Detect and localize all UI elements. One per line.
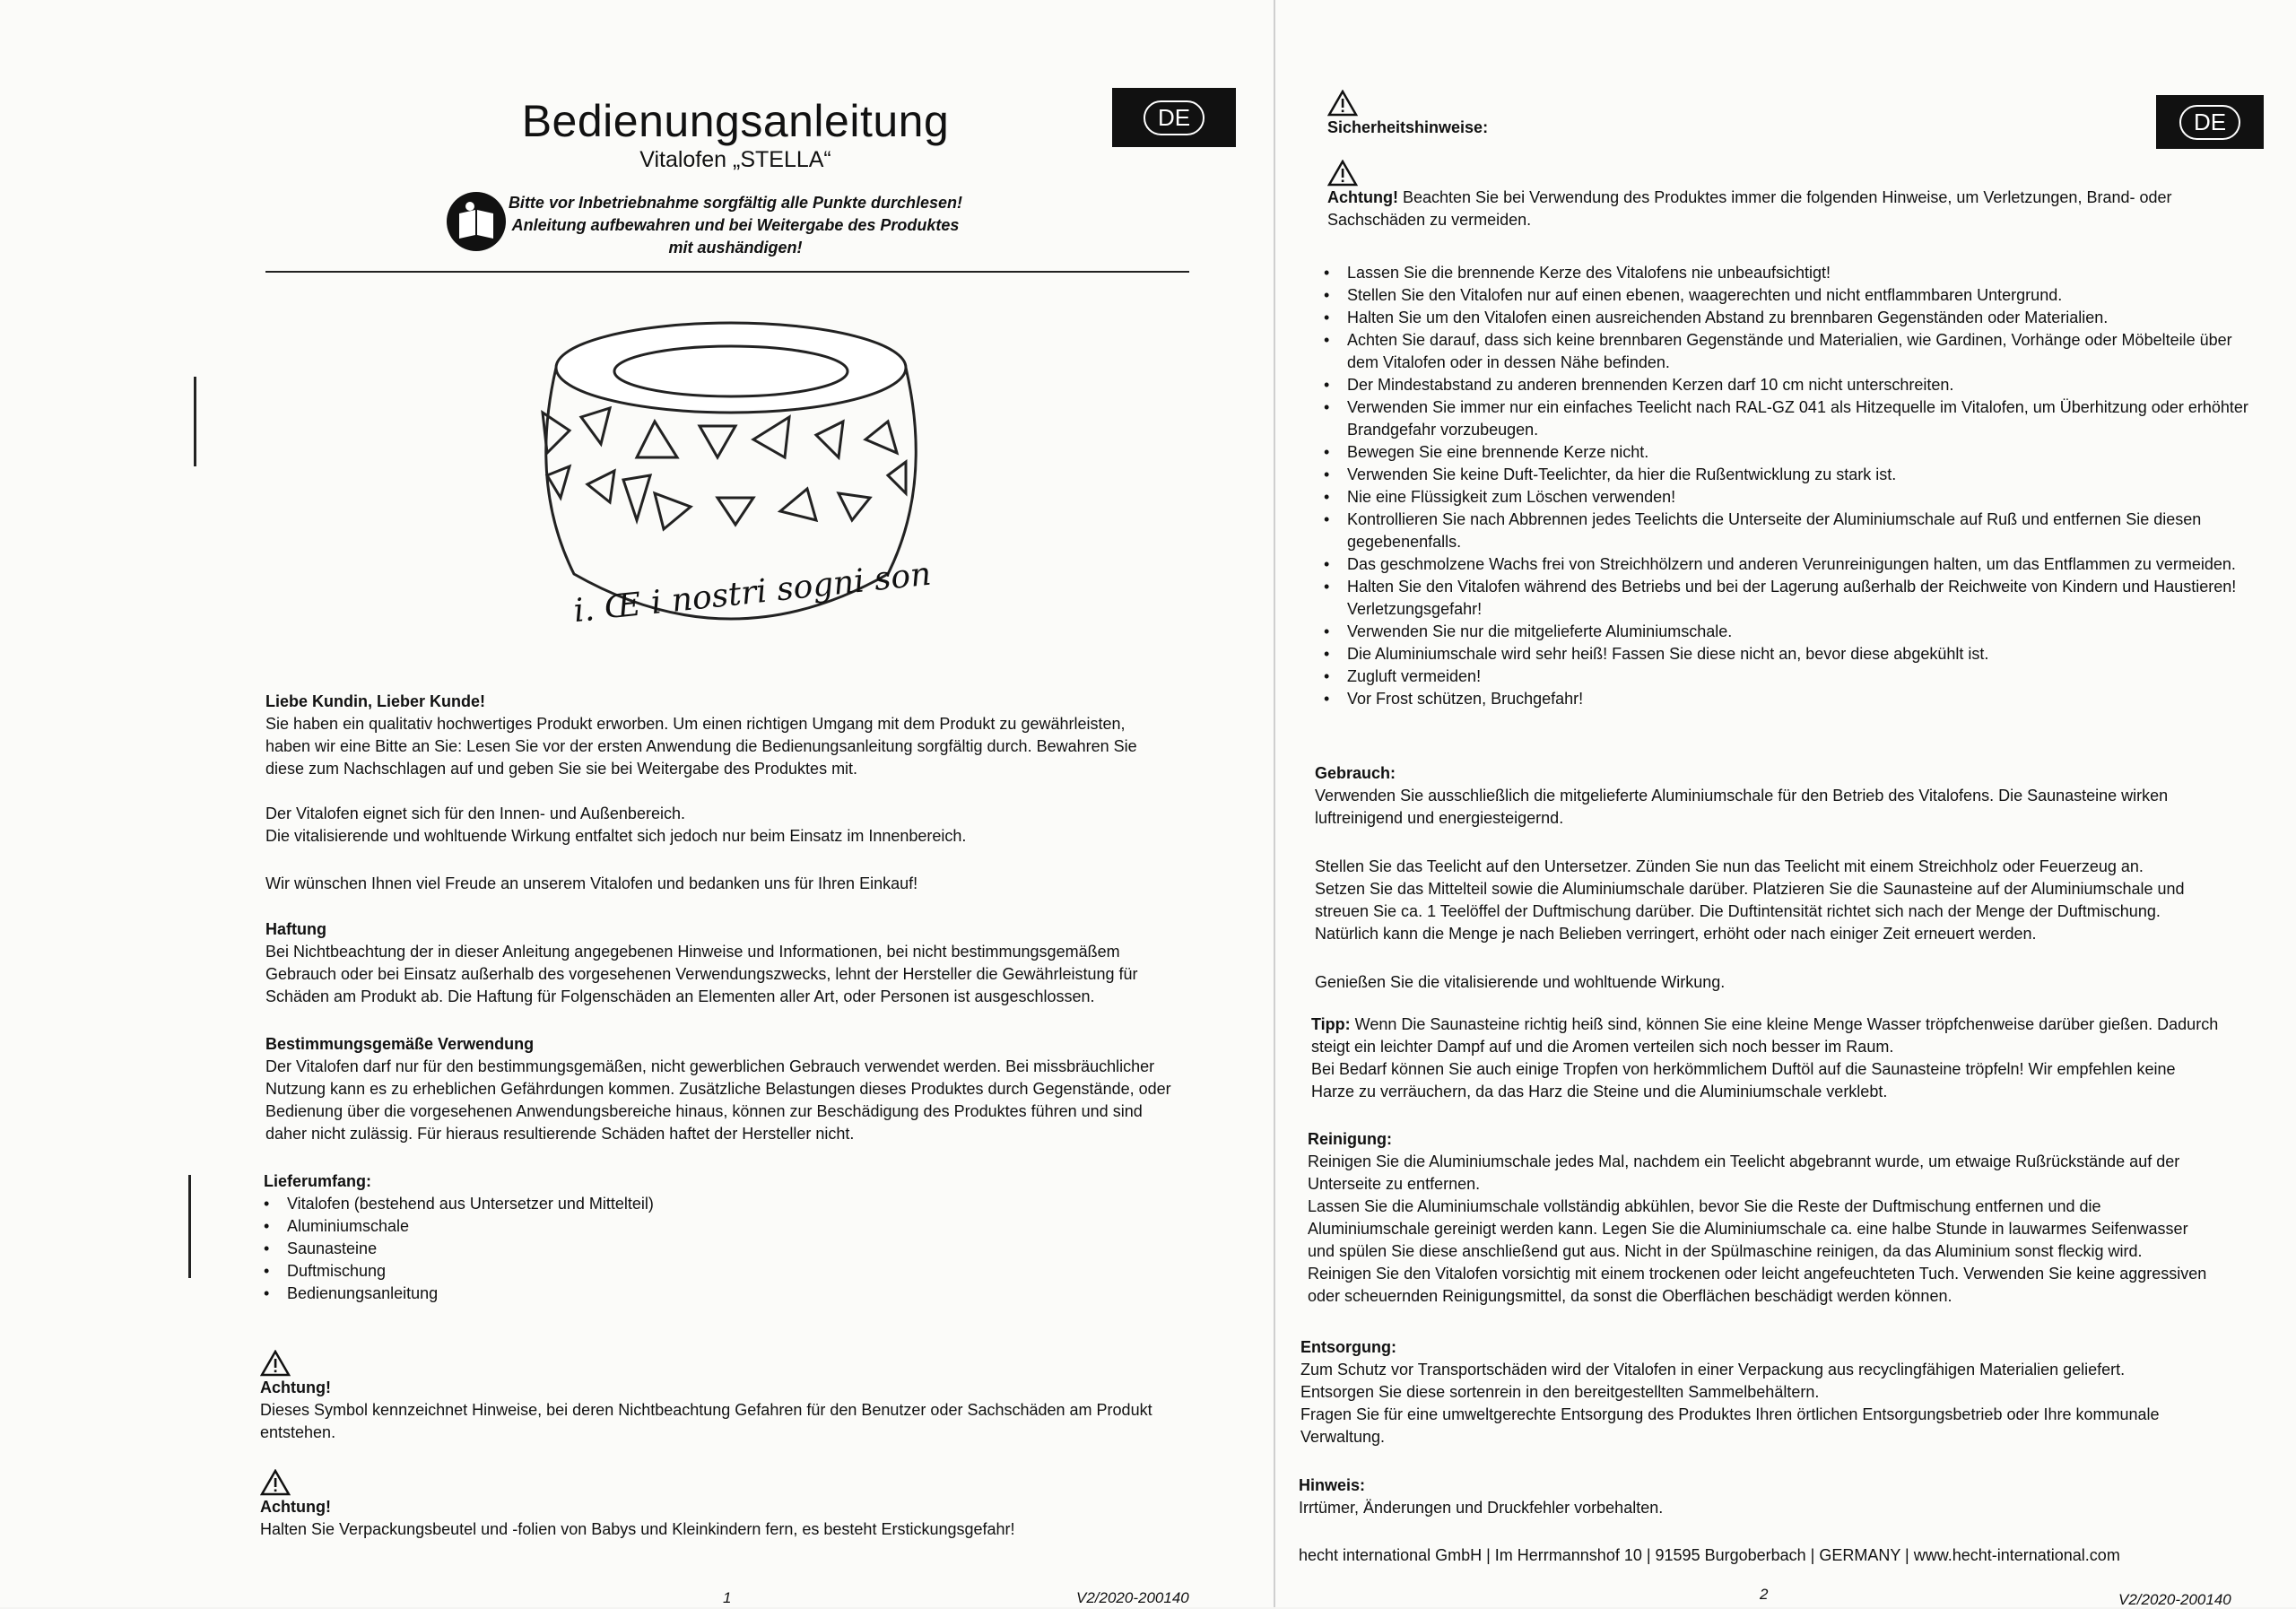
- hint-text: Irrtümer, Änderungen und Druckfehler vorbehalten.: [1299, 1499, 1664, 1517]
- thanks-text: Wir wünschen Ihnen viel Freude an unserem Vitalofen und bedanken uns für Ihren Einkauf!: [265, 874, 918, 892]
- list-item: • Zugluft vermeiden!: [1324, 665, 2257, 688]
- note-line: mit aushändigen!: [668, 239, 803, 257]
- version-code: V2/2020-200140: [2118, 1591, 2231, 1608]
- list-item: • Die Aluminiumschale wird sehr heiß! Fassen Sie diese nicht an, bevor diese abgekühlt ist.: [1324, 643, 2257, 665]
- disposal-line: Verwaltung.: [1300, 1428, 1386, 1446]
- safety-heading-block: [1327, 90, 1488, 139]
- liability-section: [265, 918, 1216, 1008]
- intended-use-heading: Bestimmungsgemäße Verwendung: [265, 1035, 535, 1053]
- company-address: hecht international GmbH | Im Herrmannshof 10 | 91595 Burgoberbach | GERMANY | www.hecht-international.com: [1299, 1546, 2120, 1564]
- use-line: luftreinigend und energiesteigernd.: [1315, 809, 1564, 827]
- title-block: [0, 95, 1471, 173]
- greeting-section: [265, 691, 1216, 780]
- scan-mark: [188, 1175, 191, 1278]
- list-item: • Bedienungsanleitung: [264, 1283, 1214, 1305]
- setup-section: [1315, 856, 2266, 945]
- disposal-line: Fragen Sie für eine umweltgerechte Entsorgung des Produktes Ihren örtlichen Entsorgungsbetrieb oder Ihre kommunale: [1300, 1405, 2160, 1423]
- list-item: • Aluminiumschale: [264, 1215, 1214, 1238]
- setup-line: streuen Sie ca. 1 Teelöffel der Duftmischung darüber. Die Duftintensität richtet sich nach der Menge der Duftmischung.: [1315, 902, 2161, 920]
- scope-list: [264, 1193, 1214, 1305]
- disposal-line: Entsorgen Sie diese sortenrein in den bereitgestellten Sammelbehältern.: [1300, 1383, 1820, 1401]
- tip-section: [1311, 1013, 2271, 1103]
- cleaning-line: Lassen Sie die Aluminiumschale vollständig abkühlen, bevor Sie die Reste der Duftmischung entfernen und die: [1308, 1197, 2101, 1215]
- note-line: Anleitung aufbewahren und bei Weitergabe des Produktes: [511, 216, 960, 234]
- scan-mark: [194, 377, 196, 466]
- liability-line: Bei Nichtbeachtung der in dieser Anleitung angegebenen Hinweise und Informationen, bei nicht bestimmungsgemäßem: [265, 943, 1120, 961]
- warning-line: entstehen.: [260, 1423, 336, 1441]
- list-item: • Vor Frost schützen, Bruchgefahr!: [1324, 688, 2257, 710]
- hint-heading: Hinweis:: [1299, 1476, 1366, 1494]
- list-item: • Saunasteine: [264, 1238, 1214, 1260]
- cleaning-line: Unterseite zu entfernen.: [1308, 1175, 1481, 1193]
- page-subtitle: Vitalofen „STELLA“: [639, 147, 831, 172]
- product-inscription: i. Œ i nostri sogni son: [571, 555, 934, 631]
- usage-section: [265, 803, 1216, 848]
- list-item: • Bewegen Sie eine brennende Kerze nicht.: [1324, 441, 2257, 464]
- read-manual-icon: [445, 190, 508, 253]
- list-item: • Der Mindestabstand zu anderen brennenden Kerzen darf 10 cm nicht unterschreiten.: [1324, 374, 2257, 396]
- setup-line: Stellen Sie das Teelicht auf den Untersetzer. Zünden Sie nun das Teelicht mit einem Streichholz oder Feuerzeug an.: [1315, 857, 2144, 875]
- cleaning-heading: Reinigung:: [1308, 1130, 1392, 1148]
- cleaning-line: Reinigen Sie den Vitalofen vorsichtig mit einem trockenen oder leicht angefeuchteten Tuch. Verwenden Sie keine aggressiven: [1308, 1265, 2207, 1283]
- list-item: • Achten Sie darauf, dass sich keine brennbaren Gegenstände und Materialien, wie Gardinen, Vorhänge oder Möbelteile über dem Vitalofen oder in dessen Nähe befinden.: [1324, 329, 2257, 374]
- tip-text: Wenn Die Saunasteine richtig heiß sind, können Sie eine kleine Menge Wasser tröpfchenweise darüber gießen. Dadurch: [1350, 1015, 2219, 1033]
- cleaning-line: Aluminiumschale gereinigt werden kann. Legen Sie die Aluminiumschale ca. eine halbe Stunde in lauwarmes Seifenwasser: [1308, 1220, 2188, 1238]
- hint-section: [1299, 1474, 2267, 1519]
- warning-triangle-icon: [260, 1469, 291, 1496]
- disposal-section: [1300, 1336, 2269, 1448]
- intended-use-section: [265, 1033, 1216, 1145]
- intended-use-line: Nutzung kann es zu erheblichen Gefährdungen kommen. Zusätzliche Belastungen dieses Produktes durch Gegenstände, oder: [265, 1080, 1171, 1098]
- list-item: • Lassen Sie die brennende Kerze des Vitalofens nie unbeaufsichtigt!: [1324, 262, 2257, 284]
- vitalofen-product-illustration: [520, 305, 942, 664]
- list-item: • Verwenden Sie keine Duft-Teelichter, da hier die Rußentwicklung zu stark ist.: [1324, 464, 2257, 486]
- warning-heading: Achtung!: [260, 1498, 331, 1516]
- liability-line: Schäden am Produkt ab. Die Haftung für Folgenschäden an Elementen aller Art, oder Personen ist ausgeschlossen.: [265, 987, 1095, 1005]
- warning-line: Dieses Symbol kennzeichnet Hinweise, bei deren Nichtbeachtung Gefahren für den Benutzer oder Sachschäden am Produkt: [260, 1401, 1152, 1419]
- list-item: • Stellen Sie den Vitalofen nur auf einen ebenen, waagerechten und nicht entflammbaren Untergrund.: [1324, 284, 2257, 307]
- suffocation-warning-section: [260, 1469, 1247, 1541]
- warning-triangle-icon: [260, 1350, 291, 1377]
- list-item: • Nie eine Flüssigkeit zum Löschen verwenden!: [1324, 486, 2257, 509]
- read-before-use-note: [502, 192, 969, 259]
- warning-heading: Achtung!: [260, 1379, 331, 1396]
- tip-line: Bei Bedarf können Sie auch einige Tropfen von herkömmlichem Duftöl auf die Saunasteine tröpfeln! Wir empfehlen keine: [1311, 1060, 2176, 1078]
- page-title: Bedienungsanleitung: [521, 96, 950, 146]
- setup-line: Setzen Sie das Mittelteil sowie die Aluminiumschale darüber. Platzieren Sie die Saunasteine auf der Aluminiumschale und: [1315, 880, 2185, 898]
- intended-use-line: Der Vitalofen darf nur für den bestimmungsgemäßen, nicht gewerblichen Gebrauch verwendet werden. Bei missbräuchlicher: [265, 1057, 1155, 1075]
- safety-list: [1324, 262, 2257, 710]
- intended-use-line: Bedienung über die vorgesehenen Anwendungsbereiche hinaus, können zur Beschädigung des Produktes führen und sind: [265, 1102, 1143, 1120]
- list-item: • Halten Sie um den Vitalofen einen ausreichenden Abstand zu brennbaren Gegenständen oder Materialien.: [1324, 307, 2257, 329]
- tip-line: steigt ein leichter Dampf auf und die Aromen verteilen sich noch besser im Raum.: [1311, 1038, 1894, 1056]
- page-number: 2: [1760, 1586, 1769, 1603]
- disposal-heading: Entsorgung:: [1300, 1338, 1396, 1356]
- list-item: • Duftmischung: [264, 1260, 1214, 1283]
- caution-block: [1327, 160, 2278, 231]
- language-label: DE: [1144, 100, 1205, 135]
- use-heading: Gebrauch:: [1315, 764, 1396, 782]
- list-item: • Verwenden Sie nur die mitgelieferte Aluminiumschale.: [1324, 621, 2257, 643]
- usage-line: Die vitalisierende und wohltuende Wirkung entfaltet sich jedoch nur beim Einsatz im Innenbereich.: [265, 827, 967, 845]
- warning-text: Halten Sie Verpackungsbeutel und -folien von Babys und Kleinkindern fern, es besteht Erstickungsgefahr!: [260, 1520, 1015, 1538]
- manual-page-right: [1274, 0, 2296, 1607]
- use-section: [1315, 762, 2266, 830]
- enjoy-text: Genießen Sie die vitalisierende und wohltuende Wirkung.: [1315, 973, 1726, 991]
- cleaning-section: [1308, 1128, 2276, 1308]
- greeting-line: diese zum Nachschlagen auf und geben Sie sie bei Weitergabe des Produktes mit.: [265, 760, 858, 778]
- caution-text: Beachten Sie bei Verwendung des Produktes immer die folgenden Hinweise, um Verletzungen, Brand- oder: [1397, 188, 2172, 206]
- cleaning-line: oder scheuernden Reinigungsmittel, da sonst die Oberflächen beschädigt werden können.: [1308, 1287, 1952, 1305]
- safety-heading: Sicherheitshinweise:: [1327, 118, 1489, 136]
- setup-line: Natürlich kann die Menge je nach Belieben verringert, erhöht oder nach einiger Zeit erneuert werden.: [1315, 925, 2037, 943]
- language-badge: [1112, 88, 1236, 147]
- cleaning-line: und spülen Sie diese anschließend gut aus. Nicht in der Spülmaschine reinigen, da das Aluminium sonst fleckig wird.: [1308, 1242, 2143, 1260]
- list-item: • Das geschmolzene Wachs frei von Streichhölzern und anderen Verunreinigungen halten, um das Entflammen zu vermeiden.: [1324, 553, 2257, 576]
- liability-line: Gebrauch oder bei Einsatz außerhalb des vorgesehenen Verwendungszwecks, lehnt der Hersteller die Gewährleistung für: [265, 965, 1138, 983]
- scope-of-delivery-section: [264, 1170, 1214, 1305]
- caution-text: Sachschäden zu vermeiden.: [1327, 211, 1532, 229]
- use-line: Verwenden Sie ausschließlich die mitgelieferte Aluminiumschale für den Betrieb des Vitalofens. Die Saunasteine wirken: [1315, 787, 2169, 804]
- greeting-heading: Liebe Kundin, Lieber Kunde!: [265, 692, 486, 710]
- intended-use-line: daher nicht zulässig. Für hieraus resultierende Schäden haftet der Hersteller nicht.: [265, 1125, 855, 1143]
- warning-triangle-icon: [1327, 160, 1358, 187]
- scope-heading: Lieferumfang:: [264, 1172, 372, 1190]
- caution-label: Achtung!: [1327, 188, 1398, 206]
- language-label: DE: [2179, 105, 2240, 140]
- liability-heading: Haftung: [265, 920, 326, 938]
- page-number: 1: [723, 1589, 732, 1606]
- list-item: • Halten Sie den Vitalofen während des Betriebs und bei der Lagerung außerhalb der Reichweite von Kindern und Haustieren! Verletzungsgefahr!: [1324, 576, 2257, 621]
- greeting-line: Sie haben ein qualitativ hochwertiges Produkt erworben. Um einen richtigen Umgang mit dem Produkt zu gewährleisten,: [265, 715, 1126, 733]
- tip-label: Tipp:: [1311, 1015, 1351, 1033]
- greeting-line: haben wir eine Bitte an Sie: Lesen Sie vor der ersten Anwendung die Bedienungsanleitung sorgfältig durch. Bewahren Sie: [265, 737, 1137, 755]
- warning-triangle-icon: [1327, 90, 1358, 117]
- warning-symbol-section: [260, 1350, 1247, 1444]
- header-divider: [265, 271, 1189, 273]
- cleaning-line: Reinigen Sie die Aluminiumschale jedes Mal, nachdem ein Teelicht abgebrannt wurde, um etwaige Rußrückstände auf der: [1308, 1152, 2180, 1170]
- version-code: V2/2020-200140: [1076, 1589, 1189, 1606]
- note-line: Bitte vor Inbetriebnahme sorgfältig alle Punkte durchlesen!: [508, 194, 963, 212]
- list-item: • Verwenden Sie immer nur ein einfaches Teelicht nach RAL-GZ 041 als Hitzequelle im Vitalofen, um Überhitzung oder erhöhter Brandgefahr vorzubeugen.: [1324, 396, 2257, 441]
- list-item: • Vitalofen (bestehend aus Untersetzer und Mittelteil): [264, 1193, 1214, 1215]
- list-item: • Kontrollieren Sie nach Abbrennen jedes Teelichts die Unterseite der Aluminiumschale auf Ruß und entfernen Sie diesen gegebenenfalls.: [1324, 509, 2257, 553]
- language-badge: [2156, 95, 2264, 149]
- tip-line: Harze zu verräuchern, da das Harz die Steine und die Aluminiumschale verklebt.: [1311, 1083, 1888, 1100]
- usage-line: Der Vitalofen eignet sich für den Innen- und Außenbereich.: [265, 804, 685, 822]
- disposal-line: Zum Schutz vor Transportschäden wird der Vitalofen in einer Verpackung aus recyclingfähigen Materialien geliefert.: [1300, 1361, 2126, 1379]
